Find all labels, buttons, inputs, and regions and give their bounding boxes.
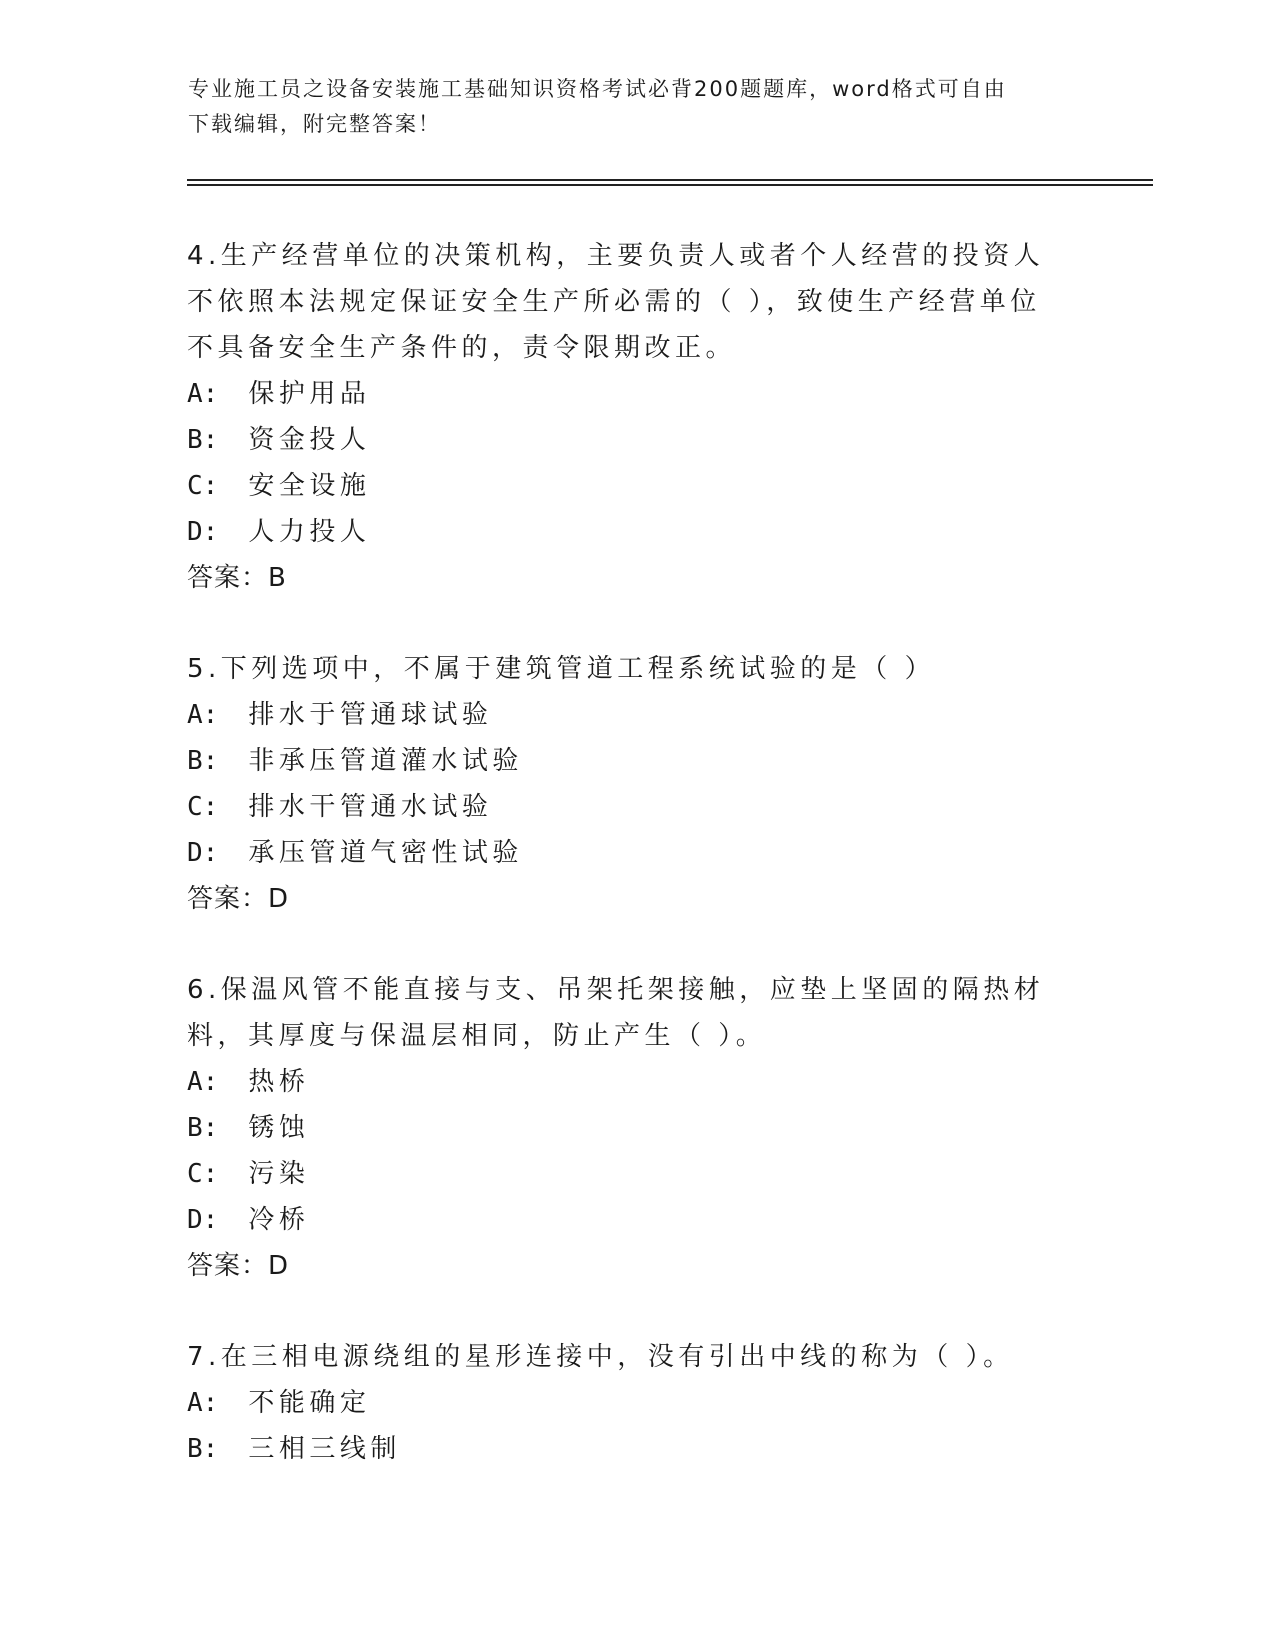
question-stem: 5.下列选项中，不属于建筑管道工程系统试验的是（ ）: [187, 654, 936, 684]
option-b: B: 资金投人: [187, 425, 371, 455]
option-a: A: 不能确定: [187, 1388, 371, 1418]
option-c: C: 安全设施: [187, 471, 371, 501]
option-d: D: 冷桥: [187, 1205, 310, 1235]
header-divider-top: [187, 179, 1153, 181]
answer-label: 答案：B: [187, 563, 287, 593]
question-5: [187, 646, 1087, 922]
question-stem: 4.生产经营单位的决策机构，主要负责人或者个人经营的投资人不依照本法规定保证安全生产所必需的（ ），致使生产经营单位不具备安全生产条件的，责令限期改正。: [187, 241, 1045, 363]
option-a: A: 排水于管通球试验: [187, 700, 493, 730]
option-b: B: 三相三线制: [187, 1434, 401, 1464]
option-c: C: 污染: [187, 1159, 310, 1189]
option-d: D: 人力投人: [187, 517, 371, 547]
header-divider-bottom: [187, 184, 1153, 186]
question-stem: 7.在三相电源绕组的星形连接中，没有引出中线的称为（ ）。: [187, 1342, 1014, 1372]
question-stem: 6.保温风管不能直接与支、吊架托架接触，应垫上坚固的隔热材料，其厚度与保温层相同，防止产生（ ）。: [187, 975, 1045, 1051]
question-4: [187, 233, 1087, 601]
header-line-2: 下载编辑，附完整答案！: [188, 112, 441, 136]
question-list: [187, 233, 1087, 1517]
question-6: [187, 967, 1087, 1289]
header-line-1: 专业施工员之设备安装施工基础知识资格考试必背200题题库，word格式可自由: [188, 77, 1007, 101]
option-b: B: 锈蚀: [187, 1113, 310, 1143]
answer-label: 答案：D: [187, 884, 290, 914]
question-7: [187, 1334, 1087, 1472]
document-header: [188, 72, 1088, 142]
option-b: B: 非承压管道灌水试验: [187, 746, 523, 776]
option-a: A: 热桥: [187, 1067, 310, 1097]
option-d: D: 承压管道气密性试验: [187, 838, 523, 868]
option-a: A: 保护用品: [187, 379, 371, 409]
option-c: C: 排水干管通水试验: [187, 792, 493, 822]
answer-label: 答案：D: [187, 1251, 290, 1281]
